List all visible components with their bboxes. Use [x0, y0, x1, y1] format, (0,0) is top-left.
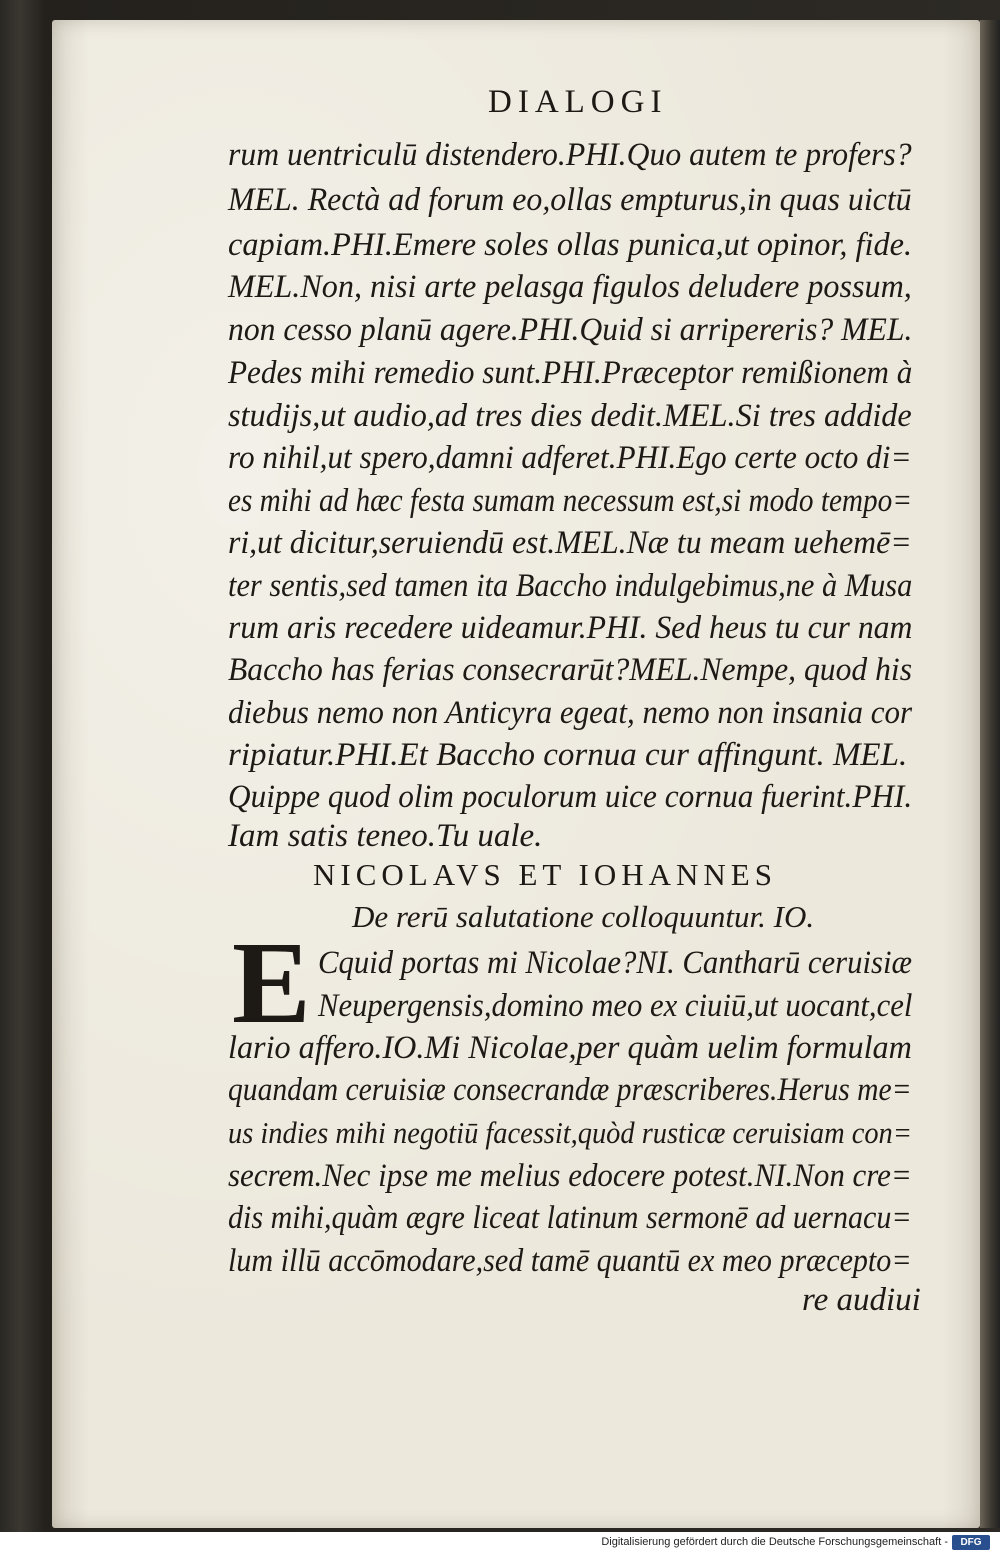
text-line: Neupergensis,domino meo ex ciuiū,ut uocant,cel [318, 988, 913, 1024]
text-line: rum uentriculū distendero.PHI.Quo autem te profers? [228, 137, 912, 173]
text-line: ter sentis,sed tamen ita Baccho indulgebimus,ne à Musa [228, 568, 913, 604]
text-line: Quippe quod olim poculorum uice cornua fuerint.PHI. [228, 779, 913, 815]
text-line: Cquid portas mi Nicolae?NI. Cantharū ceruisiæ [318, 945, 913, 981]
drop-cap-initial: E [232, 917, 311, 1048]
text-line: lum illū accōmodare,sed tamē quantū ex meo præcepto= [228, 1243, 912, 1279]
section-heading: NICOLAVS ET IOHANNES [313, 857, 777, 892]
text-line: studijs,ut audio,ad tres dies dedit.MEL.Si tres addide [228, 398, 912, 434]
running-head: DIALOGI [488, 84, 668, 120]
text-line: ro nihil,ut spero,damni adferet.PHI.Ego certe octo di= [228, 440, 912, 476]
dfg-logo: DFG [952, 1535, 990, 1550]
text-line: Iam satis teneo.Tu uale. [228, 818, 543, 854]
text-line: diebus nemo non Anticyra egeat, nemo non insania cor [228, 695, 913, 731]
text-line: ripiatur.PHI.Et Baccho cornua cur affingunt. MEL. [228, 737, 908, 773]
catchword: re audiui [802, 1282, 921, 1318]
footer-credit: Digitalisierung gefördert durch die Deutsche Forschungsgemeinschaft - [601, 1536, 948, 1548]
text-line: ri,ut dicitur,seruiendū est.MEL.Næ tu meam uehemē= [228, 525, 912, 561]
text-line: Pedes mihi remedio sunt.PHI.Præceptor remißionem à [228, 355, 913, 391]
text-line: MEL. Rectà ad forum eo,ollas empturus,in quas uictū [228, 182, 912, 218]
book-edge [980, 20, 1000, 1528]
text-line: dis mihi,quàm ægre liceat latinum sermonē ad uernacu= [228, 1200, 912, 1236]
text-line: es mihi ad hæc festa sumam necessum est,si modo tempo= [228, 483, 913, 519]
text-line: secrem.Nec ipse me melius edocere potest.NI.Non cre= [228, 1158, 912, 1194]
text-line: non cesso planū agere.PHI.Quid si arripereris? MEL. [228, 312, 913, 348]
footer-bar [0, 1532, 1000, 1554]
text-line: Baccho has ferias consecrarūt?MEL.Nempe, quod his [228, 652, 912, 688]
text-line: quandam ceruisiæ consecrandæ præscriberes.Herus me= [228, 1072, 912, 1108]
text-line: rum aris recedere uideamur.PHI. Sed heus tu cur nam [228, 610, 913, 646]
text-line: us indies mihi negotiū facessit,quòd rusticæ ceruisiam con= [228, 1115, 912, 1150]
text-line: MEL.Non, nisi arte pelasga figulos deludere possum, [228, 269, 912, 305]
text-line: lario affero.IO.Mi Nicolae,per quàm uelim formulam [228, 1030, 912, 1066]
text-line: capiam.PHI.Emere soles ollas punica,ut opinor, fide. [228, 227, 913, 263]
section-subheading: De rerū salutatione colloquuntur. IO. [352, 899, 815, 934]
